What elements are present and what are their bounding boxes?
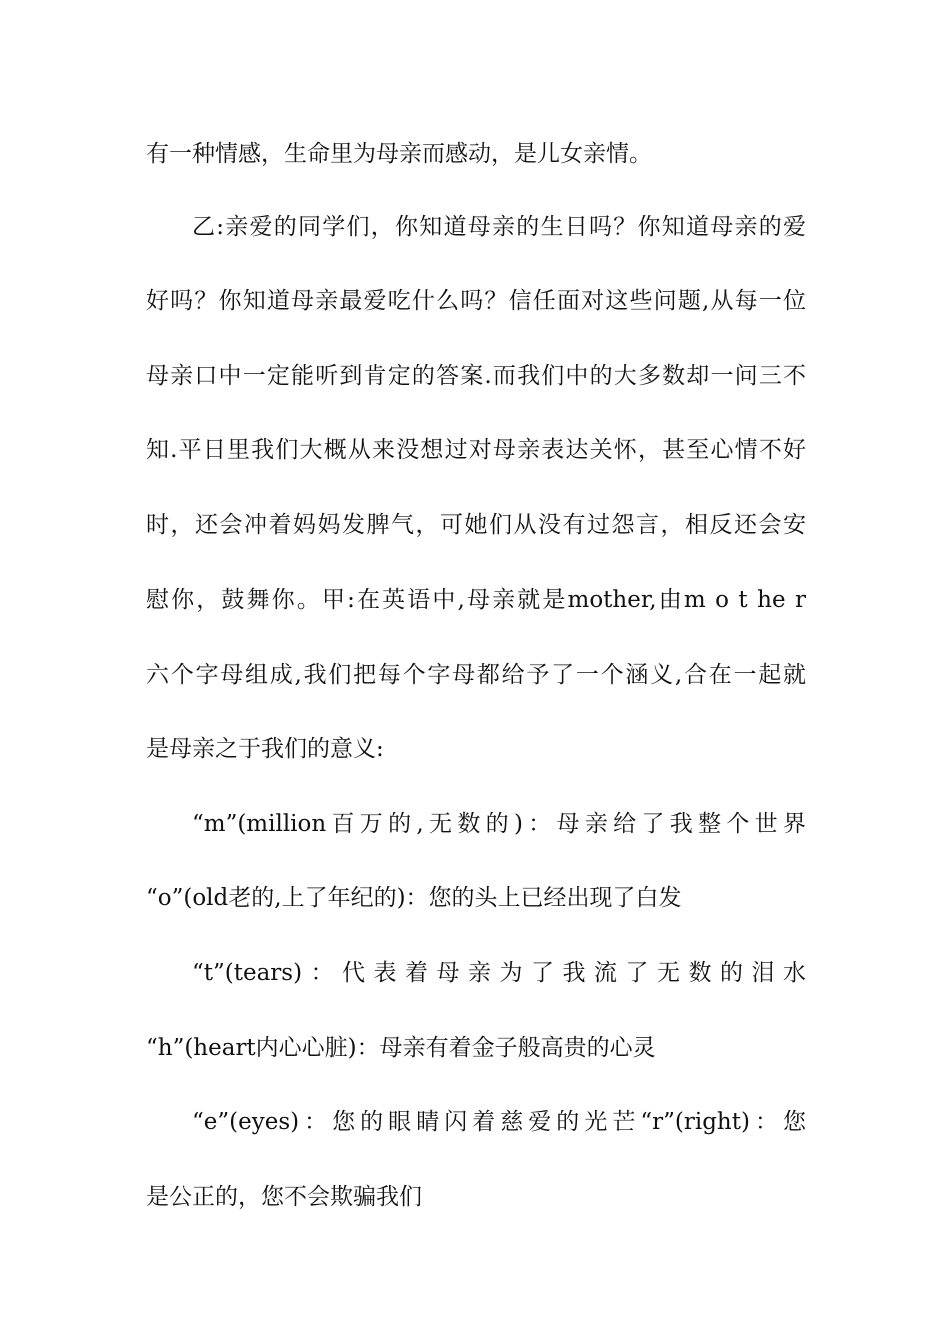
text-line-11: “o”(old老的,上了年纪的)：您的头上已经出现了白发 <box>146 885 682 911</box>
text-line-6: 时，还会冲着妈妈发脾气，可她们从没有过怨言，相反还会安 <box>146 512 806 538</box>
text-line-5: 知.平日里我们大概从来没想过对母亲表达关怀，甚至心情不好 <box>146 437 806 463</box>
text-line-15: 是公正的，您不会欺骗我们 <box>146 1184 422 1210</box>
text-line-8: 六个字母组成,我们把每个字母都给予了一个涵义,合在一起就 <box>146 662 806 688</box>
text-line-9: 是母亲之于我们的意义: <box>146 736 384 762</box>
text-line-12: “t”(tears)：代表着母亲为了我流了无数的泪水 <box>192 960 806 986</box>
text-line-1: 有一种情感，生命里为母亲而感动，是儿女亲情。 <box>146 141 652 167</box>
text-line-7: 慰你，鼓舞你。甲:在英语中,母亲就是mother,由m o t he r <box>146 587 806 613</box>
text-line-13: “h”(heart内心心脏)：母亲有着金子般高贵的心灵 <box>146 1035 656 1061</box>
text-line-3: 好吗？你知道母亲最爱吃什么吗？信任面对这些问题,从每一位 <box>146 288 806 314</box>
text-line-10: “m”(million百万的,无数的)：母亲给了我整个世界 <box>192 811 806 837</box>
text-line-2: 乙:亲爱的同学们，你知道母亲的生日吗？你知道母亲的爱 <box>192 214 806 240</box>
text-line-14: “e”(eyes)：您的眼睛闪着慈爱的光芒“r”(right)：您 <box>192 1109 806 1135</box>
text-line-4: 母亲口中一定能听到肯定的答案.而我们中的大多数却一问三不 <box>146 363 806 389</box>
